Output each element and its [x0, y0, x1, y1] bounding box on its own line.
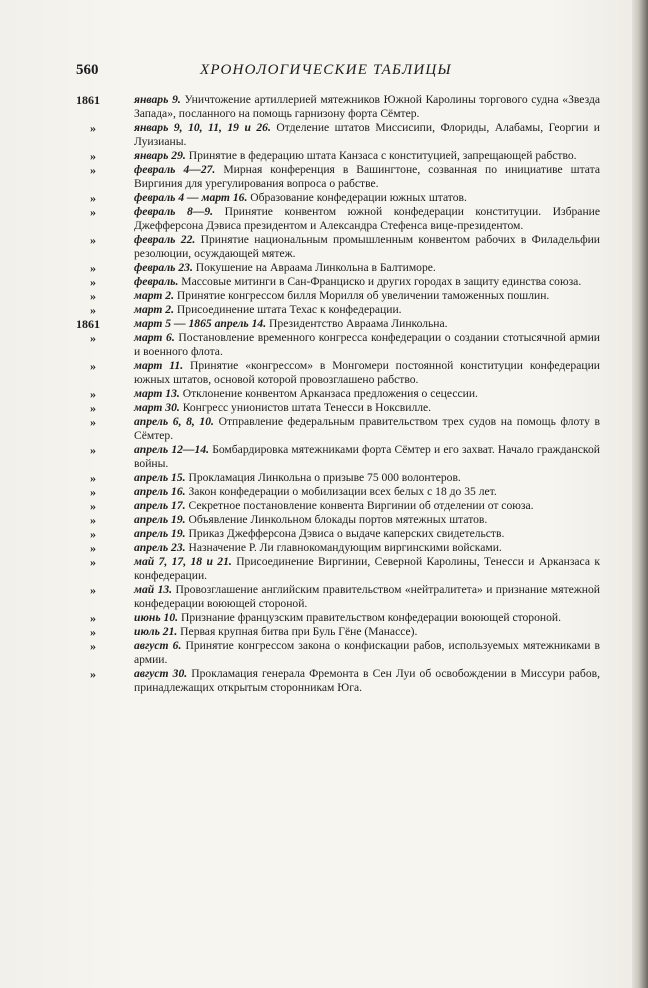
entry-year: 1861 — [76, 93, 100, 107]
entry-date: март 30. — [134, 401, 180, 414]
chronology-entry — [76, 191, 600, 205]
entry-text: Президентство Авраама Линкольна. — [269, 317, 448, 330]
entry-text: Принятие конгрессом билля Морилля об увеличении таможенных пошлин. — [176, 289, 550, 302]
entry-date: март 6. — [134, 331, 175, 344]
ditto-mark: » — [90, 611, 96, 625]
entry-date: апрель 6, 8, 10. — [134, 415, 214, 428]
entry-year: 1861 — [76, 317, 100, 331]
chronology-entry — [76, 401, 600, 415]
chronology-list — [76, 93, 600, 695]
chronology-entry — [76, 415, 600, 443]
entry-date: январь 29. — [134, 149, 186, 162]
entry-date: август 30. — [134, 667, 188, 680]
running-title: ХРОНОЛОГИЧЕСКИЕ ТАБЛИЦЫ — [200, 62, 452, 78]
entry-text: Отклонение конвентом Арканзаса предложения о сецессии. — [182, 387, 478, 400]
entry-text: Назначение Р. Ли главнокомандующим виргинскими войсками. — [188, 541, 502, 554]
page-edge-shadow — [632, 0, 648, 988]
chronology-entry — [76, 471, 600, 485]
entry-text: Принятие национальным промышленным конвентом рабочих в Филадельфии резолюции, осуждающей мятеж. — [134, 233, 601, 260]
chronology-entry — [76, 387, 600, 401]
ditto-mark: » — [90, 331, 96, 345]
entry-date: февраль. — [134, 275, 179, 288]
entry-text: Отделение штатов Миссисипи, Флориды, Алабамы, Георгии и Луизианы. — [134, 121, 600, 148]
entry-date: май 13. — [134, 583, 173, 596]
chronology-entry — [76, 289, 600, 303]
chronology-entry — [76, 485, 600, 499]
ditto-mark: » — [90, 275, 96, 289]
entry-text: Покушение на Авраама Линкольна в Балтиморе. — [195, 261, 436, 274]
entry-text: Присоединение штата Техас к конфедерации. — [176, 303, 402, 316]
entry-text: Присоединение Виргинии, Северной Каролины, Тенесси и Арканзаса к конфедерации. — [134, 555, 601, 582]
entry-text: Отправление федеральным правительством трех судов на помощь флоту в Сёмтер. — [134, 415, 600, 442]
entry-text: Принятие конгрессом закона о конфискации рабов, используемых мятежниками в армии. — [134, 639, 600, 666]
ditto-mark: » — [90, 205, 96, 219]
chronology-entry — [76, 93, 600, 121]
chronology-entry — [76, 275, 600, 289]
chronology-entry — [76, 583, 600, 611]
entry-date: март 11. — [134, 359, 184, 372]
entry-date: январь 9, 10, 11, 19 и 26. — [134, 121, 271, 134]
chronology-entry — [76, 163, 600, 191]
entry-date: апрель 16. — [134, 485, 186, 498]
ditto-mark: » — [90, 303, 96, 317]
entry-date: февраль 4 — март 16. — [134, 191, 248, 204]
ditto-mark: » — [90, 191, 96, 205]
entry-text: Конгресс унионистов штата Тенесси в Ноксвилле. — [182, 401, 432, 414]
ditto-mark: » — [90, 121, 96, 135]
entry-date: май 7, 17, 18 и 21. — [134, 555, 232, 568]
ditto-mark: » — [90, 639, 96, 653]
entry-text: Первая крупная битва при Буль Гёне (Манассе). — [180, 625, 418, 638]
entry-date: апрель 17. — [134, 499, 186, 512]
ditto-mark: » — [90, 261, 96, 275]
ditto-mark: » — [90, 289, 96, 303]
chronology-entry — [76, 541, 600, 555]
entry-text: Объявление Линкольном блокады портов мятежных штатов. — [188, 513, 488, 526]
ditto-mark: » — [90, 555, 96, 569]
entry-date: август 6. — [134, 639, 182, 652]
entry-text: Секретное постановление конвента Виргинии об отделении от союза. — [188, 499, 534, 512]
entry-date: январь 9. — [134, 93, 181, 106]
ditto-mark: » — [90, 499, 96, 513]
entry-date: март 5 — 1865 апрель 14. — [134, 317, 267, 330]
chronology-entry — [76, 625, 600, 639]
entry-text: Закон конфедерации о мобилизации всех белых с 18 до 35 лет. — [188, 485, 497, 498]
chronology-entry — [76, 317, 600, 331]
entry-date: апрель 12—14. — [134, 443, 210, 456]
entry-date: июнь 10. — [134, 611, 179, 624]
chronology-entry — [76, 233, 600, 261]
entry-text: Образование конфедерации южных штатов. — [250, 191, 467, 204]
chronology-entry — [76, 303, 600, 317]
ditto-mark: » — [90, 359, 96, 373]
entry-date: апрель 15. — [134, 471, 186, 484]
entry-text: Прокламация генерала Фремонта в Сен Луи об освобождении в Миссури рабов, принадлежащих открытым сторонникам Юга. — [134, 667, 600, 694]
chronology-entry — [76, 611, 600, 625]
entry-text: Приказ Джефферсона Дэвиса о выдаче каперских свидетельств. — [188, 527, 505, 540]
chronology-entry — [76, 667, 600, 695]
ditto-mark: » — [90, 443, 96, 457]
ditto-mark: » — [90, 583, 96, 597]
ditto-mark: » — [90, 485, 96, 499]
entry-date: апрель 19. — [134, 513, 186, 526]
entry-text: Уничтожение артиллерией мятежников Южной Каролины торгового судна «Звезда Запада», посланного на помощь гарнизону форта Сёмтер. — [134, 93, 601, 120]
entry-date: март 2. — [134, 289, 174, 302]
ditto-mark: » — [90, 149, 96, 163]
entry-text: Мирная конференция в Вашингтоне, созванная по инициативе штата Виргиния для урегулирования вопроса о рабстве. — [134, 163, 601, 190]
ditto-mark: » — [90, 471, 96, 485]
chronology-entry — [76, 499, 600, 513]
entry-text: Массовые митинги в Сан-Франциско и других городах в защиту единства союза. — [181, 275, 582, 288]
entry-date: февраль 8—9. — [134, 205, 214, 218]
entry-text: Провозглашение английским правительством «нейтралитета» и признание мятежной конфедерации воюющей стороной. — [134, 583, 601, 610]
entry-date: февраль 22. — [134, 233, 196, 246]
ditto-mark: » — [90, 625, 96, 639]
entry-text: Принятие в федерацию штата Канзаса с конституцией, запрещающей рабство. — [188, 149, 577, 162]
page-number: 560 — [76, 62, 99, 78]
chronology-entry — [76, 555, 600, 583]
entry-text: Принятие конвентом южной конфедерации конституции. Избрание Джефферсона Дэвиса президентом и Александра Стефенса вице-президентом. — [134, 205, 600, 232]
chronology-entry — [76, 261, 600, 275]
page-header — [76, 62, 598, 84]
entry-text: Прокламация Линкольна о призыве 75 000 волонтеров. — [188, 471, 461, 484]
entry-date: март 13. — [134, 387, 180, 400]
ditto-mark: » — [90, 527, 96, 541]
chronology-entry — [76, 527, 600, 541]
entry-date: апрель 19. — [134, 527, 186, 540]
entry-date: февраль 4—27. — [134, 163, 216, 176]
entry-date: март 2. — [134, 303, 174, 316]
chronology-entry — [76, 639, 600, 667]
entry-text: Признание французским правительством конфедерации воюющей стороной. — [180, 611, 561, 624]
ditto-mark: » — [90, 541, 96, 555]
ditto-mark: » — [90, 667, 96, 681]
chronology-entry — [76, 443, 600, 471]
entry-text: Постановление временного конгресса конфедерации о создании стотысячной армии и военного флота. — [134, 331, 601, 358]
chronology-entry — [76, 205, 600, 233]
ditto-mark: » — [90, 163, 96, 177]
chronology-entry — [76, 331, 600, 359]
chronology-entry — [76, 121, 600, 149]
chronology-entry — [76, 359, 600, 387]
entry-date: апрель 23. — [134, 541, 186, 554]
ditto-mark: » — [90, 387, 96, 401]
ditto-mark: » — [90, 415, 96, 429]
entry-text: Бомбардировка мятежниками форта Сёмтер и его захват. Начало гражданской войны. — [134, 443, 600, 470]
entry-date: июль 21. — [134, 625, 178, 638]
chronology-entry — [76, 513, 600, 527]
ditto-mark: » — [90, 233, 96, 247]
ditto-mark: » — [90, 513, 96, 527]
ditto-mark: » — [90, 401, 96, 415]
chronology-entry — [76, 149, 600, 163]
entry-text: Принятие «конгрессом» в Монгомери постоянной конституции конфедерации южных штатов, основой которой провозглашено рабство. — [134, 359, 600, 386]
entry-date: февраль 23. — [134, 261, 193, 274]
